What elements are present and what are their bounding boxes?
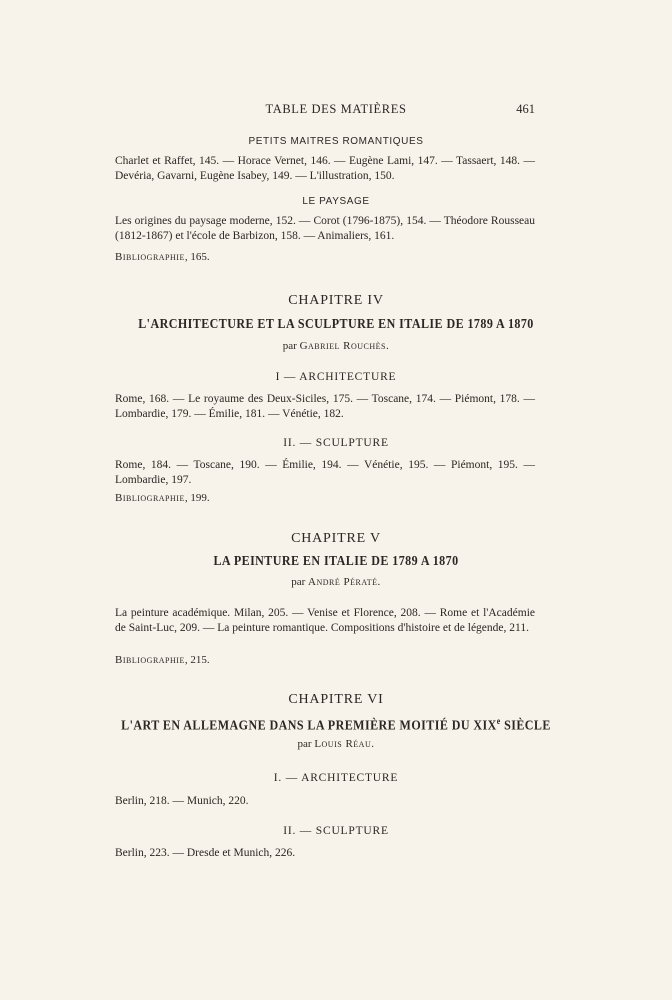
- chapter-5-text: La peinture académique. Milan, 205. — Venise et Florence, 208. — Rome et l'Académie de Saint-Luc, 209. — La peinture romantique. Compositions d'histoire et de légende, 211.: [115, 607, 535, 634]
- chapter-5-author: André Pératé.: [308, 576, 381, 588]
- bibliography-page: , 165.: [184, 251, 210, 263]
- chapter-4-sculpture-heading: II. — SCULPTURE: [283, 437, 389, 449]
- running-title: TABLE DES MATIÈRES: [265, 102, 407, 116]
- bibliography-page: , 199.: [184, 492, 210, 504]
- author-prefix: par: [297, 738, 312, 750]
- chapter-6-architecture-text: Berlin, 218. — Munich, 220.: [115, 795, 249, 807]
- section-heading-paysage: LE PAYSAGE: [302, 196, 370, 207]
- bibliography-paysage: [115, 251, 210, 263]
- chapter-4-title: L'ARCHITECTURE ET LA SCULPTURE EN ITALIE DE 1789 A 1870: [138, 317, 534, 332]
- bibliography-chapter-5: [115, 654, 210, 666]
- author-prefix: par: [282, 340, 297, 352]
- chapter-4-architecture-heading: I — ARCHITECTURE: [275, 371, 397, 383]
- chapter-5-author-line: [0, 576, 672, 588]
- chapter-6-title: [47, 716, 625, 735]
- page-number: 461: [516, 102, 535, 116]
- bibliography-page: , 215.: [184, 654, 210, 666]
- chapter-6-title-main: L'ART EN ALLEMAGNE DANS LA PREMIÈRE MOITIÉ DU XIX: [121, 718, 497, 734]
- chapter-4-architecture-text: Rome, 168. — Le royaume des Deux-Siciles, 175. — Toscane, 174. — Piémont, 178. — Lombardie, 179. — Émilie, 181. — Vénétie, 182.: [115, 393, 535, 420]
- chapter-4-author-line: [0, 340, 672, 352]
- author-prefix: par: [291, 576, 306, 588]
- chapter-6-sculpture-heading: II. — SCULPTURE: [283, 825, 389, 837]
- chapter-6-sculpture-text: Berlin, 223. — Dresde et Munich, 226.: [115, 847, 296, 859]
- section-text-paysage: Les origines du paysage moderne, 152. — Corot (1796-1875), 154. — Théodore Rousseau (1812-1867) et l'école de Barbizon, 158. — Animaliers, 161.: [115, 215, 535, 242]
- bibliography-label: Bibliographie: [115, 492, 185, 504]
- section-heading-petits-maitres: PETITS MAITRES ROMANTIQUES: [248, 136, 424, 147]
- chapter-6-number: CHAPITRE VI: [288, 692, 384, 707]
- bibliography-chapter-4: [115, 492, 210, 504]
- chapter-5-title: LA PEINTURE EN ITALIE DE 1789 A 1870: [213, 554, 459, 569]
- chapter-6-author: Louis Réau.: [314, 738, 375, 750]
- chapter-6-author-line: [0, 738, 672, 750]
- chapter-6-title-sup: e: [496, 716, 501, 726]
- chapter-4-sculpture-text: Rome, 184. — Toscane, 190. — Émilie, 194. — Vénétie, 195. — Piémont, 195. — Lombardie, 197.: [115, 459, 535, 486]
- chapter-6-title-end: SIÈCLE: [500, 718, 551, 734]
- chapter-4-number: CHAPITRE IV: [288, 293, 384, 308]
- chapter-4-author: Gabriel Rouchès.: [299, 340, 390, 352]
- chapter-6-architecture-heading: I. — ARCHITECTURE: [273, 772, 399, 784]
- chapter-5-number: CHAPITRE V: [291, 531, 381, 546]
- bibliography-label: Bibliographie: [115, 654, 185, 666]
- bibliography-label: Bibliographie: [115, 251, 185, 263]
- running-header: [0, 102, 672, 120]
- section-text-petits-maitres: Charlet et Raffet, 145. — Horace Vernet, 146. — Eugène Lami, 147. — Tassaert, 148. — Devéria, Gavarni, Eugène Isabey, 149. — L'illustration, 150.: [115, 155, 535, 182]
